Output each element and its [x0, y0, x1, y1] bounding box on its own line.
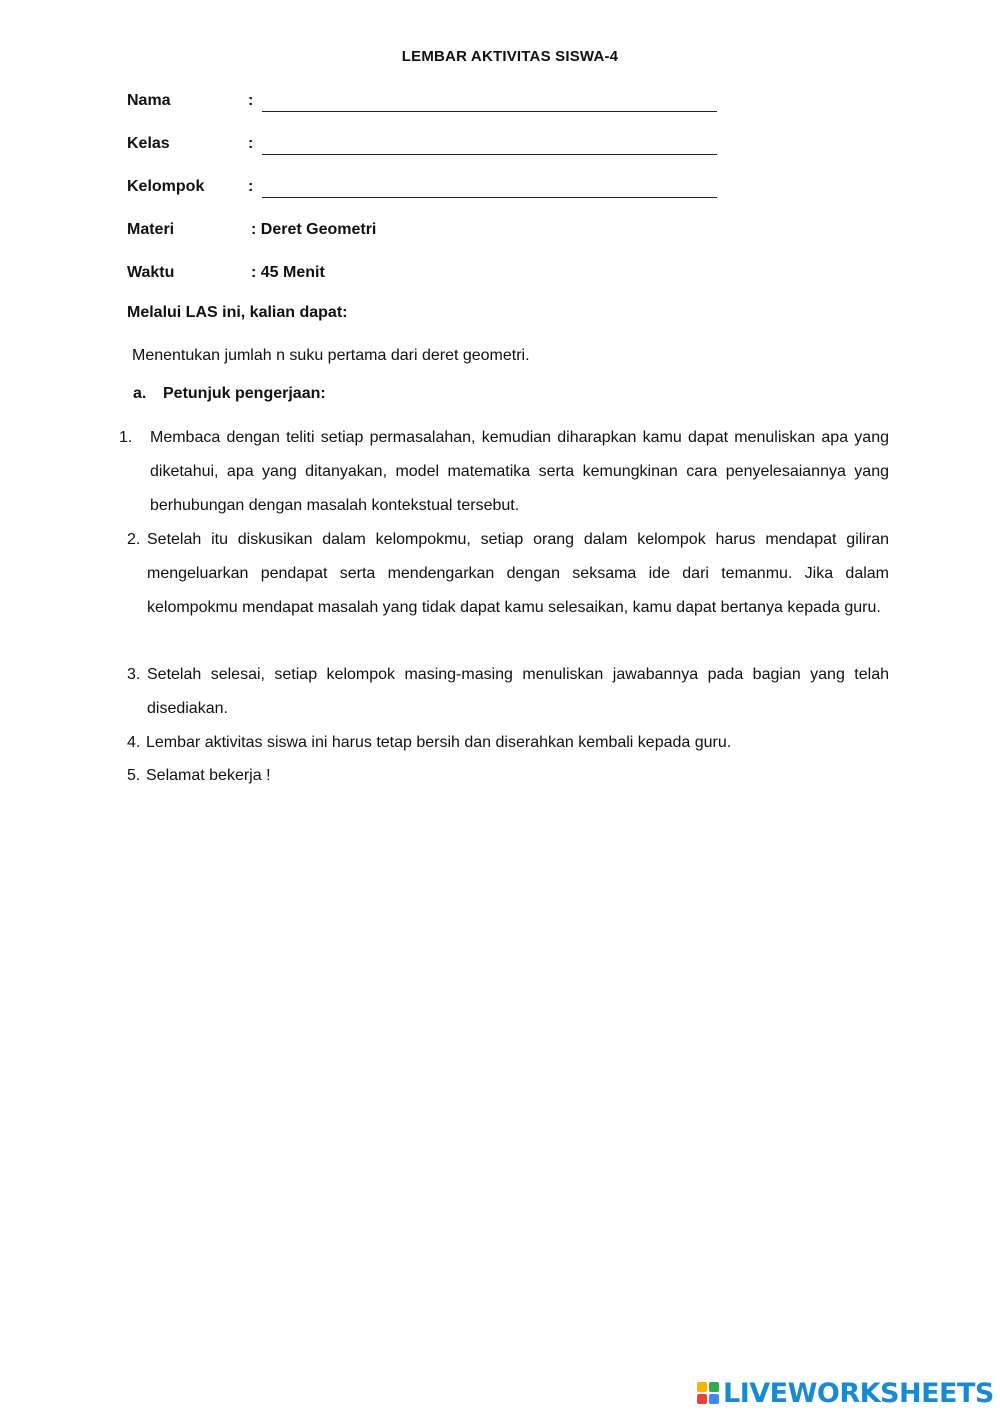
- instruction-text: Membaca dengan teliti setiap permasalahan, kemudian diharapkan kamu dapat menuliskan apa yang diketahui, apa yang ditanyakan, model matematika serta kemungkinan cara penyelesaiannya yang berhubungan dengan masalah kontekstual tersebut.: [150, 429, 889, 514]
- logo-block: [697, 1394, 707, 1404]
- nama-blank-line[interactable]: [262, 111, 717, 112]
- instruction-text: Selamat bekerja !: [146, 767, 271, 784]
- nama-label: Nama: [127, 92, 171, 109]
- instruction-text: Setelah selesai, setiap kelompok masing-masing menuliskan jawabannya pada bagian yang telah disediakan.: [147, 666, 889, 717]
- instruction-number: 2.: [127, 531, 141, 548]
- waktu-value: : 45 Menit: [251, 264, 325, 281]
- instruction-number: 4.: [127, 734, 141, 751]
- instruction-number: 3.: [127, 666, 141, 683]
- liveworksheets-logo[interactable]: [697, 1375, 994, 1411]
- nama-colon: :: [248, 92, 254, 109]
- logo-block: [709, 1382, 719, 1392]
- kelas-label: Kelas: [127, 135, 170, 152]
- logo-text: LIVEWORKSHEETS: [723, 1377, 994, 1409]
- instruction-text: Lembar aktivitas siswa ini harus tetap bersih dan diserahkan kembali kepada guru.: [146, 734, 732, 751]
- instruction-number: 1.: [119, 429, 133, 446]
- section-marker: a.: [133, 385, 147, 402]
- objective-text: Menentukan jumlah n suku pertama dari deret geometri.: [132, 347, 530, 364]
- logo-blocks-icon: [697, 1382, 719, 1404]
- waktu-label: Waktu: [127, 264, 175, 281]
- instruction-number: 5.: [127, 767, 141, 784]
- kelas-colon: :: [248, 135, 254, 152]
- materi-value: : Deret Geometri: [251, 221, 377, 238]
- page-title: LEMBAR AKTIVITAS SISWA-4: [401, 48, 619, 65]
- logo-block: [697, 1382, 707, 1392]
- kelompok-label: Kelompok: [127, 178, 205, 195]
- logo-block: [709, 1394, 719, 1404]
- instructions-heading-text: Petunjuk pengerjaan:: [163, 385, 326, 402]
- instructions-heading: [133, 385, 326, 403]
- kelompok-blank-line[interactable]: [262, 197, 717, 198]
- objective-heading: Melalui LAS ini, kalian dapat:: [127, 304, 348, 321]
- kelompok-colon: :: [248, 178, 254, 195]
- materi-label: Materi: [127, 221, 175, 238]
- kelas-blank-line[interactable]: [262, 154, 717, 155]
- instruction-text: Setelah itu diskusikan dalam kelompokmu, setiap orang dalam kelompok harus mendapat giliran mengeluarkan pendapat serta mendengarkan dengan seksama ide dari temanmu. Jika dalam kelompokmu mendapat masalah yang tidak dapat kamu selesaikan, kamu dapat bertanya kepada guru.: [147, 531, 889, 616]
